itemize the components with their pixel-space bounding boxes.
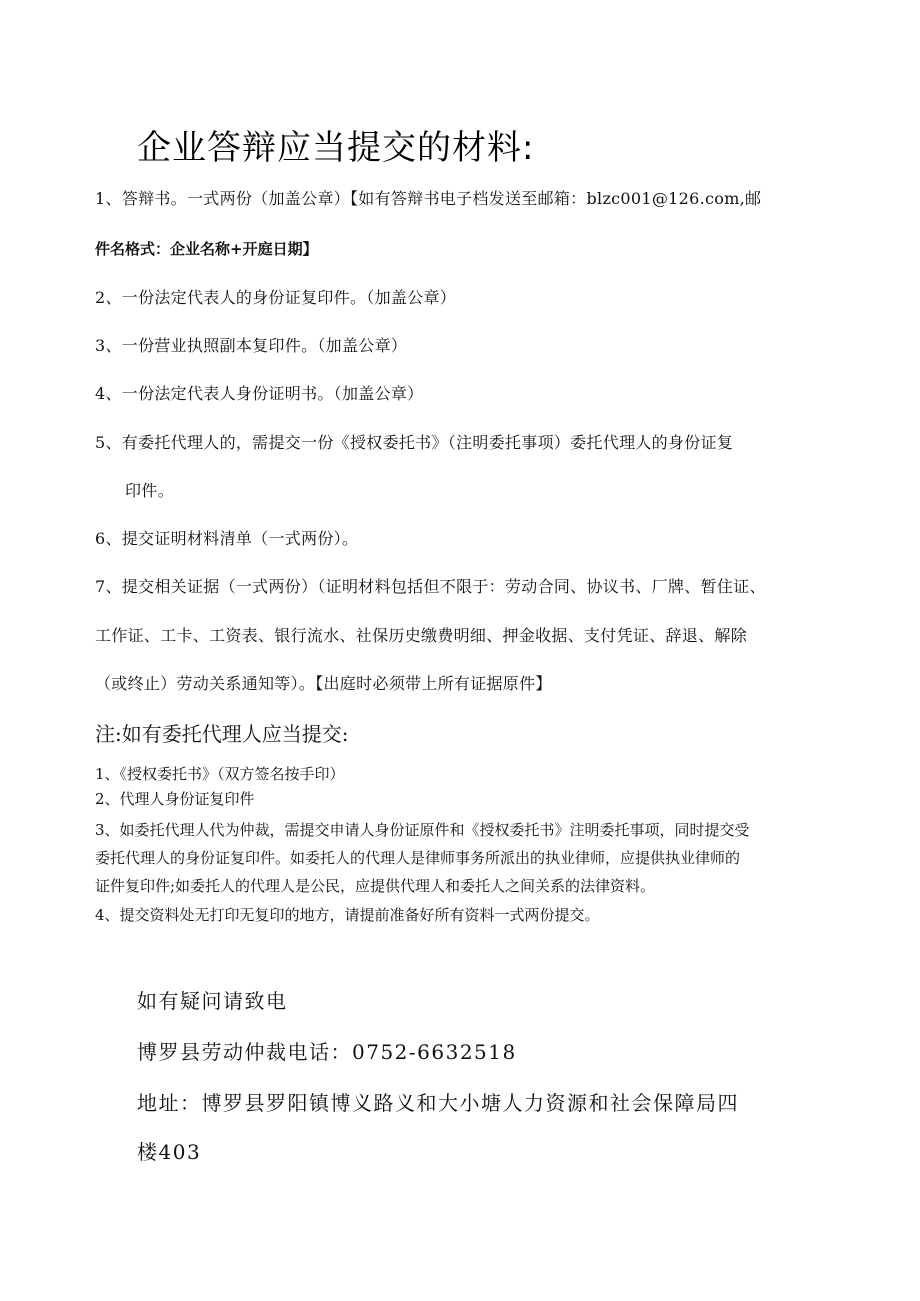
material-item-1-line-2: 件名格式：企业名称+开庭日期】 (95, 240, 318, 258)
note-item-3-line-2: 委托代理人的身份证复印件。如委托人的代理人是律师事务所派出的执业律师，应提供执业律师的 (95, 849, 741, 867)
material-item-5-line-1: 5、有委托代理人的，需提交一份《授权委托书》（注明委托事项）委托代理人的身份证复 (95, 433, 734, 452)
material-item-3: 3、一份营业执照副本复印件。（加盖公章） (95, 336, 408, 355)
note-item-2: 2、代理人身份证复印件 (95, 790, 255, 808)
material-item-6: 6、提交证明材料清单（一式两份）。 (95, 529, 359, 548)
note-item-3-line-3: 证件复印件;如委托人的代理人是公民，应提供代理人和委托人之间关系的法律资料。 (95, 877, 656, 895)
material-item-2: 2、一份法定代表人的身份证复印件。（加盖公章） (95, 288, 457, 307)
contact-intro: 如有疑问请致电 (137, 989, 288, 1013)
page-title: 企业答辩应当提交的材料: (137, 128, 535, 168)
note-item-1: 1、《授权委托书》（双方签名按手印） (95, 765, 345, 783)
contact-phone: 博罗县劳动仲裁电话：0752-6632518 (137, 1040, 517, 1064)
contact-address-line-2: 楼403 (137, 1140, 202, 1164)
material-item-7-line-2: 工作证、工卡、工资表、银行流水、社保历史缴费明细、押金收据、支付凭证、辞退、解除 (95, 626, 748, 645)
note-item-3-line-1: 3、如委托代理人代为仲裁，需提交申请人身份证原件和《授权委托书》注明委托事项，同时提交受 (95, 821, 750, 839)
material-item-7-line-3: （或终止）劳动关系通知等）。【出庭时必须带上所有证据原件】 (95, 674, 552, 693)
material-item-4: 4、一份法定代表人身份证明书。（加盖公章） (95, 384, 424, 403)
note-item-4: 4、提交资料处无打印无复印的地方，请提前准备好所有资料一式两份提交。 (95, 906, 600, 924)
contact-address-line-1: 地址：博罗县罗阳镇博义路义和大小塘人力资源和社会保障局四 (137, 1091, 739, 1115)
material-item-1-line-1: 1、答辩书。一式两份（加盖公章）【如有答辩书电子档发送至邮箱：blzc001@126.com,邮 (95, 189, 762, 208)
material-item-7-line-1: 7、提交相关证据（一式两份）（证明材料包括但不限于：劳动合同、协议书、厂牌、暂住证、 (95, 577, 766, 596)
material-item-5-line-2: 印件。 (125, 481, 174, 500)
note-heading: 注:如有委托代理人应当提交: (95, 722, 349, 746)
